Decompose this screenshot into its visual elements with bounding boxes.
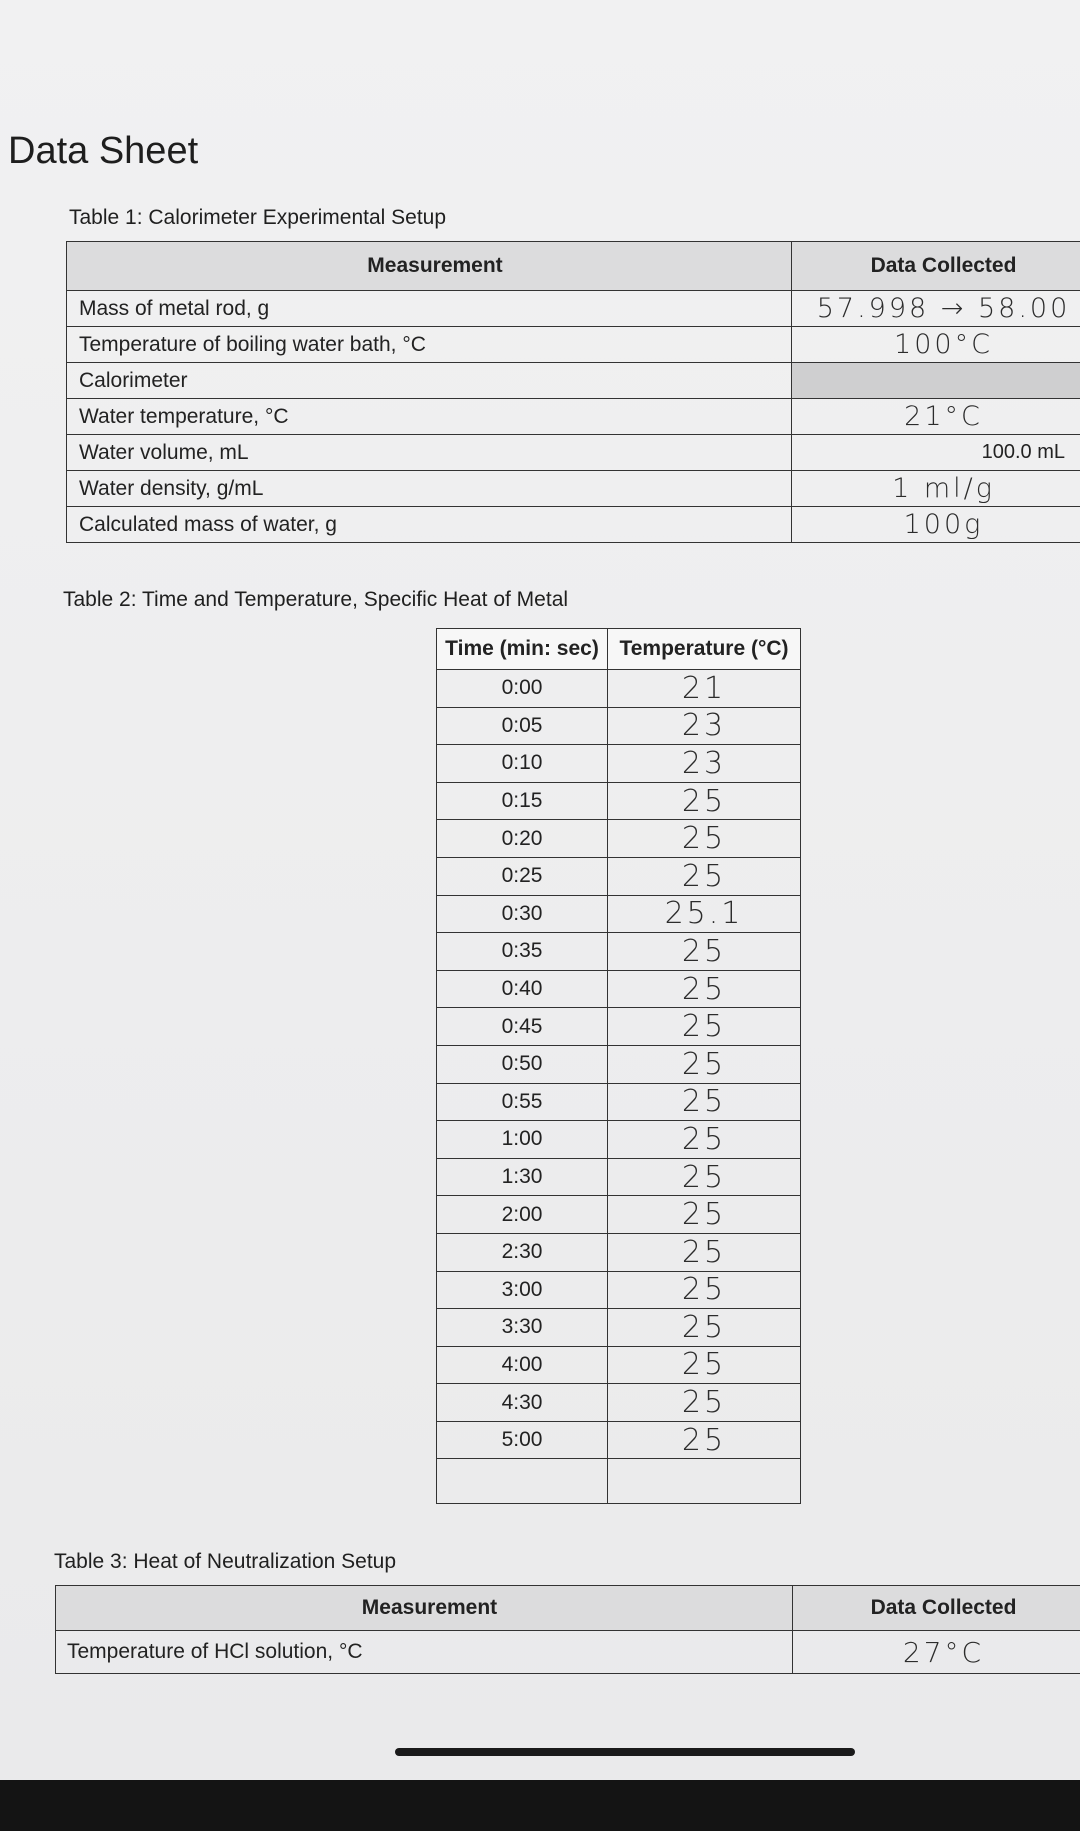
measurement-label: Mass of metal rod, g xyxy=(67,291,792,327)
table1-measurement-header: Measurement xyxy=(67,242,792,291)
temperature-cell: 25 xyxy=(608,1008,801,1046)
table2-row xyxy=(437,1008,801,1046)
time-cell: 4:00 xyxy=(437,1346,608,1384)
table3-measurement-header: Measurement xyxy=(56,1586,793,1631)
measurement-label: Temperature of boiling water bath, °C xyxy=(67,327,792,363)
table2-row xyxy=(437,1045,801,1083)
table1-row xyxy=(67,291,1080,327)
table2-row xyxy=(437,1233,801,1271)
table2-time-header: Time (min: sec) xyxy=(437,629,608,670)
time-cell: 0:10 xyxy=(437,745,608,783)
time-cell: 0:20 xyxy=(437,820,608,858)
table1-row xyxy=(67,471,1080,507)
temperature-cell: 25 xyxy=(608,1271,801,1309)
temperature-cell: 25 xyxy=(608,1421,801,1459)
time-cell: 0:25 xyxy=(437,857,608,895)
table1-row xyxy=(67,363,1080,399)
temperature-cell: 25 xyxy=(608,1083,801,1121)
temperature-cell: 25 xyxy=(608,933,801,971)
time-cell: 2:00 xyxy=(437,1196,608,1234)
measurement-label: Calculated mass of water, g xyxy=(67,507,792,543)
temperature-cell: 25 xyxy=(608,1346,801,1384)
time-cell: 5:00 xyxy=(437,1421,608,1459)
time-cell: 0:15 xyxy=(437,782,608,820)
temperature-cell xyxy=(608,1459,801,1504)
temperature-cell: 25.1 xyxy=(608,895,801,933)
temperature-cell: 25 xyxy=(608,782,801,820)
temperature-cell: 25 xyxy=(608,1045,801,1083)
time-cell: 3:30 xyxy=(437,1309,608,1347)
table2-row xyxy=(437,1121,801,1159)
table3-data-header: Data Collected xyxy=(793,1586,1080,1631)
measurement-label: Calorimeter xyxy=(67,363,792,399)
time-cell: 4:30 xyxy=(437,1384,608,1422)
temperature-cell: 25 xyxy=(608,1196,801,1234)
recorded-value: 57.998 → 58.00 xyxy=(792,291,1080,327)
measurement-label: Water temperature, °C xyxy=(67,399,792,435)
measurement-label: Water density, g/mL xyxy=(67,471,792,507)
table1-caption: Table 1: Calorimeter Experimental Setup xyxy=(69,206,447,229)
table2-row xyxy=(437,820,801,858)
temperature-cell: 25 xyxy=(608,857,801,895)
time-cell: 2:30 xyxy=(437,1233,608,1271)
table2-row xyxy=(437,670,801,708)
table2-row xyxy=(437,1459,801,1504)
device-bottom-bezel xyxy=(0,1780,1080,1831)
time-cell: 1:00 xyxy=(437,1121,608,1159)
table2-row xyxy=(437,1309,801,1347)
recorded-value: 1 ml/g xyxy=(792,471,1080,507)
time-cell: 0:30 xyxy=(437,895,608,933)
home-indicator-bar xyxy=(395,1748,855,1756)
temperature-cell: 25 xyxy=(608,820,801,858)
table2-row xyxy=(437,1083,801,1121)
temperature-cell: 25 xyxy=(608,1233,801,1271)
table2-caption: Table 2: Time and Temperature, Specific Heat of Metal xyxy=(63,588,569,611)
measurement-label: Temperature of HCl solution, °C xyxy=(56,1631,793,1674)
table2-header-row xyxy=(437,629,801,670)
recorded-value: 100°C xyxy=(792,327,1080,363)
time-cell: 0:55 xyxy=(437,1083,608,1121)
table3-caption: Table 3: Heat of Neutralization Setup xyxy=(54,1550,397,1573)
temperature-cell: 23 xyxy=(608,707,801,745)
table2-row xyxy=(437,970,801,1008)
time-cell: 0:05 xyxy=(437,707,608,745)
table1-row xyxy=(67,435,1080,471)
time-cell: 0:45 xyxy=(437,1008,608,1046)
measurement-label: Water volume, mL xyxy=(67,435,792,471)
time-cell: 0:50 xyxy=(437,1045,608,1083)
table3-row xyxy=(56,1631,1080,1674)
table3-header-row xyxy=(56,1586,1080,1631)
table2-row xyxy=(437,707,801,745)
table1-header-row xyxy=(67,242,1080,291)
temperature-cell: 21 xyxy=(608,670,801,708)
time-cell xyxy=(437,1459,608,1504)
temperature-cell: 25 xyxy=(608,1158,801,1196)
table2-row xyxy=(437,1196,801,1234)
page-title: Data Sheet xyxy=(8,130,199,172)
time-temperature-table xyxy=(436,628,801,1504)
table2-row xyxy=(437,1421,801,1459)
table2-row xyxy=(437,895,801,933)
table1-data-header: Data Collected xyxy=(792,242,1080,291)
time-cell: 0:35 xyxy=(437,933,608,971)
recorded-value xyxy=(792,363,1080,399)
table2-row xyxy=(437,1158,801,1196)
table2-row xyxy=(437,857,801,895)
table2-row xyxy=(437,1346,801,1384)
time-cell: 1:30 xyxy=(437,1158,608,1196)
table1-row xyxy=(67,399,1080,435)
table1-row xyxy=(67,507,1080,543)
table2-row xyxy=(437,933,801,971)
table2-row xyxy=(437,1271,801,1309)
recorded-value: 21°C xyxy=(792,399,1080,435)
table2-row xyxy=(437,745,801,783)
time-cell: 0:00 xyxy=(437,670,608,708)
time-cell: 3:00 xyxy=(437,1271,608,1309)
temperature-cell: 25 xyxy=(608,970,801,1008)
temperature-cell: 25 xyxy=(608,1384,801,1422)
calorimeter-setup-table xyxy=(66,241,1080,543)
recorded-value: 100.0 mL xyxy=(792,435,1080,471)
temperature-cell: 25 xyxy=(608,1309,801,1347)
time-cell: 0:40 xyxy=(437,970,608,1008)
temperature-cell: 25 xyxy=(608,1121,801,1159)
table2-row xyxy=(437,1384,801,1422)
table2-temp-header: Temperature (°C) xyxy=(608,629,801,670)
recorded-value: 27°C xyxy=(793,1631,1080,1674)
neutralization-setup-table xyxy=(55,1585,1080,1674)
table2-row xyxy=(437,782,801,820)
table1-row xyxy=(67,327,1080,363)
temperature-cell: 23 xyxy=(608,745,801,783)
recorded-value: 100g xyxy=(792,507,1080,543)
